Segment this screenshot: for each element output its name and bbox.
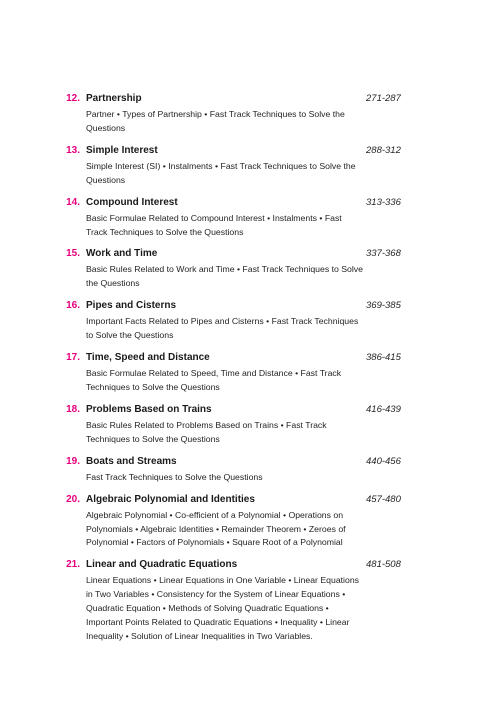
page-range: 457-480: [366, 493, 401, 505]
chapter-number: 20.: [66, 493, 80, 505]
chapter-title[interactable]: Boats and Streams: [86, 455, 177, 467]
chapter-title[interactable]: Partnership: [86, 93, 142, 104]
chapter-number: 17.: [66, 352, 80, 364]
chapter-number: 12.: [66, 93, 80, 104]
table-of-contents: [0, 92, 480, 652]
page-range: 337-368: [366, 248, 401, 260]
chapter-title[interactable]: Work and Time: [86, 248, 158, 260]
chapter-title[interactable]: Compound Interest: [86, 196, 178, 208]
chapter-number: 14.: [66, 196, 80, 208]
chapter-title[interactable]: Problems Based on Trains: [86, 403, 212, 415]
chapter-title[interactable]: Linear and Quadratic Equations: [86, 559, 238, 571]
chapter-topics: Linear Equations • Linear Equations in One Variable • Linear Equations in Two Variables • Consistency for the System of Linear Equations • Quadratic Equation • Methods of Solving Quadratic Equations • Important Points Related to Quadratic Equations • Inequality • Linear Inequality • Solution of Linear Inequalities in Two Variables.: [86, 575, 359, 641]
chapter-number: 16.: [66, 300, 80, 312]
chapter-topics: Partner • Types of Partnership • Fast Track Techniques to Solve the Questions: [86, 109, 345, 133]
toc-entry: [0, 351, 480, 395]
page-range: 271-287: [366, 93, 401, 104]
chapter-number: 15.: [66, 248, 80, 260]
toc-entry: [0, 558, 480, 644]
chapter-number: 18.: [66, 403, 80, 415]
page-range: 369-385: [366, 300, 401, 312]
chapter-topics: Basic Formulae Related to Speed, Time and Distance • Fast Track Techniques to Solve the Questions: [86, 368, 342, 392]
chapter-topics: Important Facts Related to Pipes and Cisterns • Fast Track Techniques to Solve the Questions: [86, 316, 359, 341]
page-range: 416-439: [366, 403, 401, 415]
chapter-topics: Algebraic Polynomial • Co-efficient of a Polynomial • Operations on Polynomials • Algebraic Identities • Remainder Theorem • Zeroes of Polynomial • Factors of Polynomials • Square Root of a Polynomial: [86, 509, 346, 548]
chapter-title[interactable]: Algebraic Polynomial and Identities: [86, 493, 255, 505]
page-range: 440-456: [366, 455, 401, 467]
chapter-title[interactable]: Simple Interest: [86, 144, 158, 156]
chapter-number: 13.: [66, 144, 80, 156]
chapter-title[interactable]: Pipes and Cisterns: [86, 300, 177, 312]
toc-entry: [0, 144, 480, 188]
chapter-number: 21.: [66, 559, 80, 571]
chapter-topics: Fast Track Techniques to Solve the Questions: [86, 471, 263, 482]
chapter-number: 19.: [66, 455, 80, 467]
chapter-title[interactable]: Time, Speed and Distance: [86, 352, 210, 364]
toc-entry: [0, 493, 480, 551]
toc-entry: [0, 196, 480, 240]
page-range: 288-312: [366, 144, 401, 156]
toc-entry: [0, 403, 480, 447]
page-range: 481-508: [366, 559, 401, 571]
chapter-topics: Basic Rules Related to Work and Time • Fast Track Techniques to Solve the Questions: [86, 264, 363, 289]
chapter-topics: Simple Interest (SI) • Instalments • Fast Track Techniques to Solve the Questions: [86, 160, 356, 185]
toc-entry: [0, 455, 480, 485]
toc-entry: [0, 247, 480, 291]
chapter-topics: Basic Rules Related to Problems Based on Trains • Fast Track Techniques to Solve the Questions: [86, 419, 327, 444]
page-range: 313-336: [366, 196, 401, 208]
toc-entry: [0, 299, 480, 343]
chapter-topics: Basic Formulae Related to Compound Interest • Instalments • Fast Track Techniques to Solve the Questions: [86, 212, 342, 237]
page-range: 386-415: [366, 352, 401, 364]
toc-entry: [0, 92, 480, 136]
